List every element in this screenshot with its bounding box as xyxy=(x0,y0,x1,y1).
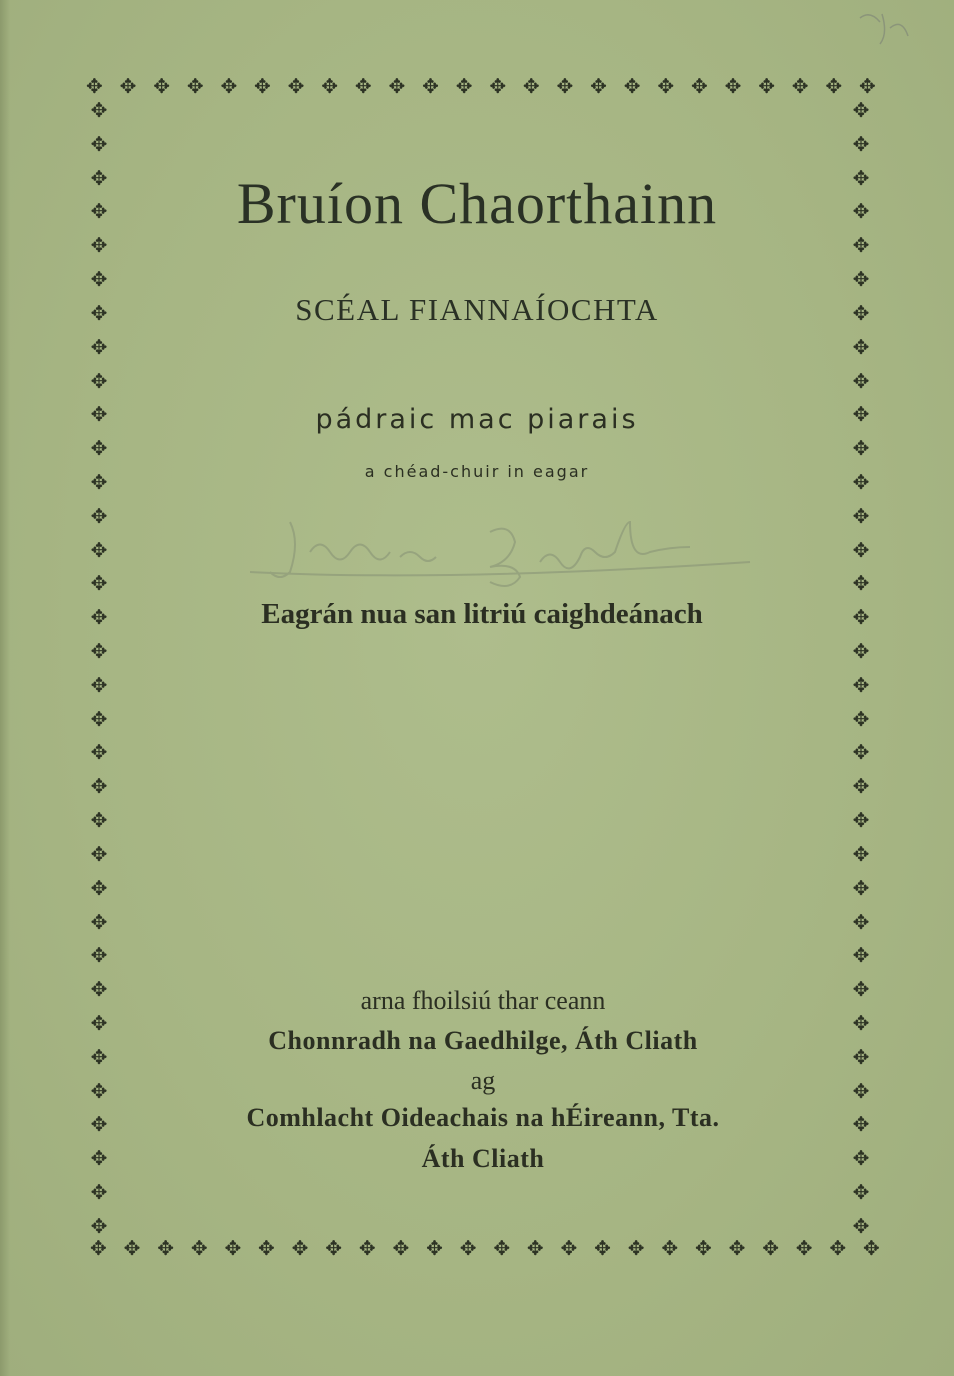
cross-ornament-icon: ✥ xyxy=(455,74,473,98)
cross-ornament-icon: ✥ xyxy=(321,74,339,98)
cross-ornament-icon: ✥ xyxy=(852,1044,870,1069)
cross-ornament-icon: ✥ xyxy=(627,1236,645,1260)
cross-ornament-icon: ✥ xyxy=(153,74,170,98)
cross-ornament-icon: ✥ xyxy=(852,368,870,393)
cross-ornament-icon: ✥ xyxy=(258,1236,275,1260)
cross-ornament-icon: ✥ xyxy=(90,605,108,630)
cross-ornament-icon: ✥ xyxy=(852,334,870,359)
cross-ornament-icon: ✥ xyxy=(90,233,108,258)
cross-ornament-icon: ✥ xyxy=(852,300,870,325)
cross-ornament-icon: ✥ xyxy=(90,199,108,224)
cross-ornament-icon: ✥ xyxy=(157,1236,174,1260)
cross-ornament-icon: ✥ xyxy=(388,74,406,98)
cross-ornament-icon: ✥ xyxy=(690,74,708,98)
cross-ornament-icon: ✥ xyxy=(852,98,870,122)
cross-ornament-icon: ✥ xyxy=(90,98,108,122)
cross-ornament-icon: ✥ xyxy=(90,672,108,697)
book-subtitle: SCÉAL FIANNAÍOCHTA xyxy=(295,292,659,327)
cross-ornament-icon: ✥ xyxy=(852,1146,870,1171)
cross-ornament-icon: ✥ xyxy=(758,74,775,98)
cross-ornament-icon: ✥ xyxy=(852,267,870,292)
cross-ornament-icon: ✥ xyxy=(354,74,372,98)
cross-ornament-icon: ✥ xyxy=(90,571,108,596)
publisher-intro: arna fhoilsiú thar ceann xyxy=(360,986,606,1015)
cross-ornament-icon: ✥ xyxy=(325,1236,343,1260)
cross-ornament-icon: ✥ xyxy=(422,74,439,98)
cross-ornament-icon: ✥ xyxy=(556,74,574,98)
cross-ornament-icon: ✥ xyxy=(590,74,607,98)
cross-ornament-icon: ✥ xyxy=(90,1180,108,1204)
cross-ornament-icon: ✥ xyxy=(852,841,870,866)
cross-ornament-icon: ✥ xyxy=(90,267,108,292)
cross-ornament-icon: ✥ xyxy=(90,469,108,494)
cross-ornament-icon: ✥ xyxy=(291,1236,309,1260)
cross-ornament-icon: ✥ xyxy=(90,165,108,190)
cross-ornament-icon: ✥ xyxy=(90,1236,107,1260)
cross-ornament-icon: ✥ xyxy=(90,808,108,833)
cross-ornament-icon: ✥ xyxy=(852,1213,870,1238)
cross-ornament-icon: ✥ xyxy=(90,1213,108,1238)
cross-ornament-icon: ✥ xyxy=(90,537,108,562)
border-bottom xyxy=(90,1238,880,1260)
cross-ornament-icon: ✥ xyxy=(90,436,108,461)
cross-ornament-icon: ✥ xyxy=(90,740,108,765)
cross-ornament-icon: ✥ xyxy=(852,706,870,731)
cross-ornament-icon: ✥ xyxy=(852,503,870,528)
cross-ornament-icon: ✥ xyxy=(220,74,238,98)
cross-ornament-icon: ✥ xyxy=(90,1078,108,1103)
cross-ornament-icon: ✥ xyxy=(90,943,108,968)
cross-ornament-icon: ✥ xyxy=(852,1180,870,1204)
cross-ornament-icon: ✥ xyxy=(358,1236,376,1260)
cross-ornament-icon: ✥ xyxy=(90,503,108,528)
cross-ornament-icon: ✥ xyxy=(852,740,870,765)
cross-ornament-icon: ✥ xyxy=(90,841,108,866)
cross-ornament-icon: ✥ xyxy=(852,875,870,900)
cross-ornament-icon: ✥ xyxy=(254,74,271,98)
cross-ornament-icon: ✥ xyxy=(852,639,870,663)
cross-ornament-icon: ✥ xyxy=(90,402,108,427)
author-name: pádraic mac piarais xyxy=(315,404,639,435)
cross-ornament-icon: ✥ xyxy=(852,131,870,156)
cross-ornament-icon: ✥ xyxy=(859,74,876,98)
cross-ornament-icon: ✥ xyxy=(90,875,108,900)
cross-ornament-icon: ✥ xyxy=(852,909,870,934)
cross-ornament-icon: ✥ xyxy=(287,74,305,98)
border-top xyxy=(86,76,876,98)
cross-ornament-icon: ✥ xyxy=(526,1236,544,1260)
cross-ornament-icon: ✥ xyxy=(852,469,870,494)
cross-ornament-icon: ✥ xyxy=(522,74,540,98)
cross-ornament-icon: ✥ xyxy=(852,977,870,1002)
cross-ornament-icon: ✥ xyxy=(852,774,870,799)
edition-note: Eagrán nua san litriú caighdeánach xyxy=(261,598,703,630)
editor-note: a chéad-chuir in eagar xyxy=(364,462,590,481)
cross-ornament-icon: ✥ xyxy=(852,672,870,697)
cross-ornament-icon: ✥ xyxy=(90,300,108,325)
handwritten-signature xyxy=(250,512,770,592)
cross-ornament-icon: ✥ xyxy=(852,165,870,190)
cross-ornament-icon: ✥ xyxy=(829,1236,847,1260)
cross-ornament-icon: ✥ xyxy=(852,943,870,968)
publisher-primary: Chonnradh na Gaedhilge, Áth Cliath xyxy=(268,1026,698,1055)
cross-ornament-icon: ✥ xyxy=(392,1236,410,1260)
cross-ornament-icon: ✥ xyxy=(791,74,809,98)
cross-ornament-icon: ✥ xyxy=(852,1112,870,1137)
cross-ornament-icon: ✥ xyxy=(90,334,108,359)
publisher-conjunction: ag xyxy=(470,1066,496,1095)
cross-ornament-icon: ✥ xyxy=(560,1236,578,1260)
publisher-city: Áth Cliath xyxy=(421,1144,545,1173)
cross-ornament-icon: ✥ xyxy=(852,808,870,833)
pencil-mark xyxy=(820,8,920,58)
cross-ornament-icon: ✥ xyxy=(657,74,675,98)
cross-ornament-icon: ✥ xyxy=(852,402,870,427)
cross-ornament-icon: ✥ xyxy=(86,74,103,98)
cross-ornament-icon: ✥ xyxy=(90,977,108,1002)
cross-ornament-icon: ✥ xyxy=(825,74,843,98)
cross-ornament-icon: ✥ xyxy=(728,1236,746,1260)
cross-ornament-icon: ✥ xyxy=(90,774,108,799)
cross-ornament-icon: ✥ xyxy=(852,436,870,461)
cross-ornament-icon: ✥ xyxy=(852,605,870,630)
book-title: Bruíon Chaorthainn xyxy=(236,171,718,236)
cross-ornament-icon: ✥ xyxy=(852,1078,870,1103)
cross-ornament-icon: ✥ xyxy=(426,1236,443,1260)
cross-ornament-icon: ✥ xyxy=(90,706,108,731)
publisher-secondary: Comhlacht Oideachais na hÉireann, Tta. xyxy=(246,1103,720,1132)
cross-ornament-icon: ✥ xyxy=(190,1236,208,1260)
cross-ornament-icon: ✥ xyxy=(863,1236,880,1260)
cross-ornament-icon: ✥ xyxy=(493,1236,511,1260)
cross-ornament-icon: ✥ xyxy=(459,1236,477,1260)
cross-ornament-icon: ✥ xyxy=(852,233,870,258)
cross-ornament-icon: ✥ xyxy=(90,1044,108,1069)
cross-ornament-icon: ✥ xyxy=(90,368,108,393)
cross-ornament-icon: ✥ xyxy=(594,1236,611,1260)
cross-ornament-icon: ✥ xyxy=(90,1010,108,1035)
cross-ornament-icon: ✥ xyxy=(90,1112,108,1137)
cross-ornament-icon: ✥ xyxy=(623,74,641,98)
cross-ornament-icon: ✥ xyxy=(694,1236,712,1260)
cross-ornament-icon: ✥ xyxy=(119,74,137,98)
cross-ornament-icon: ✥ xyxy=(90,1146,108,1171)
cross-ornament-icon: ✥ xyxy=(795,1236,813,1260)
cross-ornament-icon: ✥ xyxy=(852,1010,870,1035)
cross-ornament-icon: ✥ xyxy=(661,1236,679,1260)
cross-ornament-icon: ✥ xyxy=(724,74,742,98)
cross-ornament-icon: ✥ xyxy=(762,1236,779,1260)
cross-ornament-icon: ✥ xyxy=(90,639,108,663)
cross-ornament-icon: ✥ xyxy=(489,74,507,98)
cross-ornament-icon: ✥ xyxy=(852,571,870,596)
cross-ornament-icon: ✥ xyxy=(186,74,204,98)
cross-ornament-icon: ✥ xyxy=(224,1236,242,1260)
cross-ornament-icon: ✥ xyxy=(852,537,870,562)
cross-ornament-icon: ✥ xyxy=(90,131,108,156)
cross-ornament-icon: ✥ xyxy=(123,1236,141,1260)
cross-ornament-icon: ✥ xyxy=(90,909,108,934)
cross-ornament-icon: ✥ xyxy=(852,199,870,224)
